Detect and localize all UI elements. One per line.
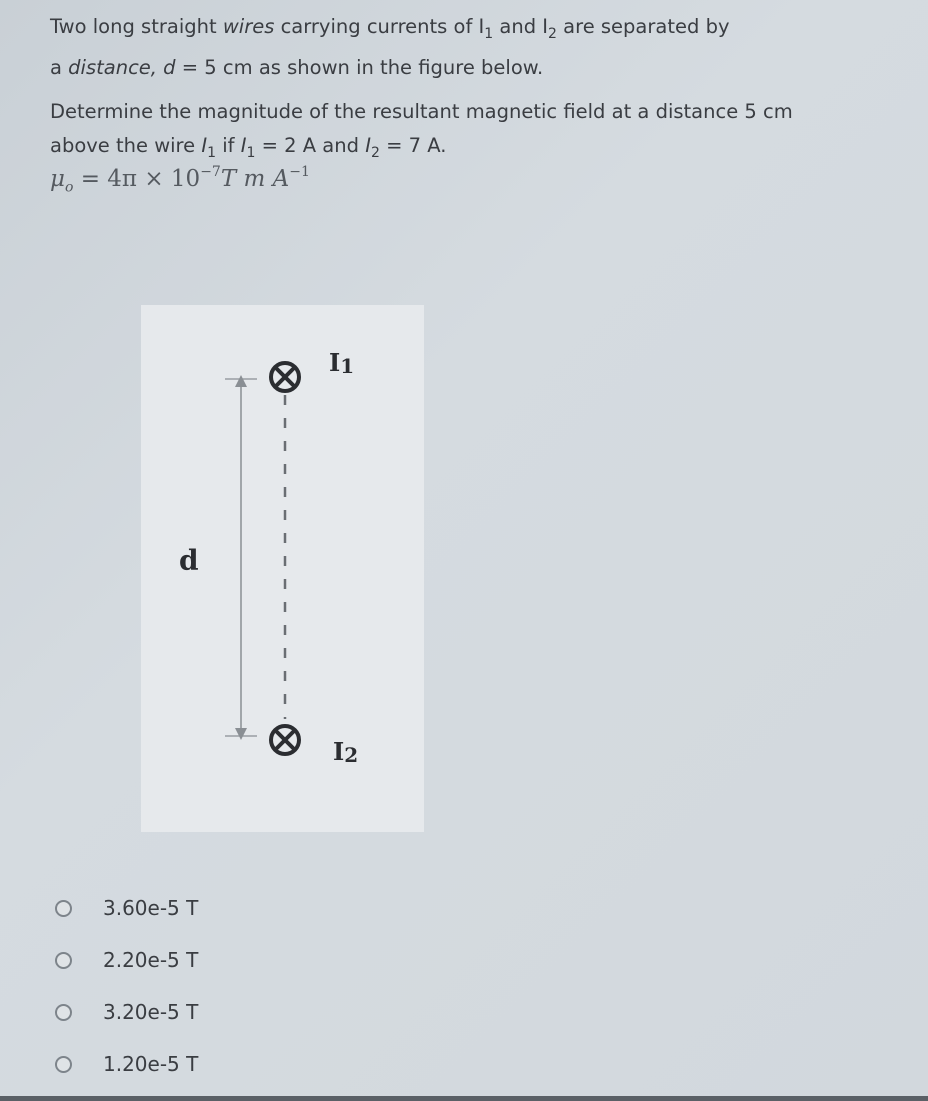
text-run: Determine the magnitude of the resultant magnetic field at a distance 5 cm bbox=[50, 99, 793, 123]
wires-diagram bbox=[141, 305, 424, 832]
text-run: = 7 A. bbox=[379, 133, 447, 157]
text-run: if bbox=[216, 133, 241, 157]
answer-option-label: 3.20e-5 T bbox=[103, 1000, 199, 1024]
answer-option[interactable] bbox=[55, 882, 198, 934]
text-run: I bbox=[365, 133, 371, 157]
current-label-i1: I1 bbox=[329, 348, 355, 378]
text-run: 1 bbox=[207, 144, 217, 161]
distance-label: d bbox=[179, 544, 199, 577]
question-paragraph-1 bbox=[50, 10, 910, 85]
answer-option-label: 3.60e-5 T bbox=[103, 896, 199, 920]
text-run: = 5 cm as shown in the figure below. bbox=[175, 55, 544, 79]
radio-button[interactable] bbox=[55, 1004, 72, 1021]
bottom-edge bbox=[0, 1096, 928, 1101]
text-run: 2 bbox=[548, 25, 557, 42]
text-run: distance, d bbox=[68, 55, 176, 79]
text-run: = 2 A and bbox=[255, 133, 366, 157]
text-run: 1 bbox=[484, 25, 494, 42]
radio-button[interactable] bbox=[55, 952, 72, 969]
text-run: Two long straight bbox=[50, 15, 223, 38]
permeability-formula: $\mu_o = 4\pi \times 10^{-7}T$ m $A^{-1}$ bbox=[50, 164, 310, 196]
question-line-1 bbox=[50, 15, 730, 42]
into-page-cross-icon bbox=[271, 363, 299, 391]
text-run: I bbox=[201, 133, 208, 157]
question-text bbox=[50, 10, 910, 170]
text-run: 1 bbox=[246, 144, 256, 161]
radio-button[interactable] bbox=[55, 900, 72, 917]
text-run: are separated by bbox=[556, 15, 730, 38]
question-paragraph-2 bbox=[50, 95, 910, 170]
text-run: a bbox=[50, 55, 69, 79]
distance-arrow-head-up bbox=[235, 375, 247, 387]
text-run: and I bbox=[493, 15, 549, 38]
text-run: 2 bbox=[370, 144, 380, 161]
wires-figure bbox=[141, 305, 424, 832]
answer-option-label: 1.20e-5 T bbox=[103, 1052, 199, 1076]
question-line-4 bbox=[50, 133, 447, 161]
question-line-3 bbox=[50, 100, 793, 123]
text-run: carrying currents of I bbox=[274, 15, 485, 38]
answer-option[interactable] bbox=[55, 1038, 198, 1090]
text-run: I bbox=[240, 133, 247, 157]
distance-arrow-head-down bbox=[235, 728, 247, 740]
into-page-cross-icon bbox=[271, 726, 299, 754]
text-run: above the wire bbox=[50, 133, 202, 157]
answer-options bbox=[55, 882, 198, 1090]
text-run: wires bbox=[222, 15, 275, 38]
question-line-2 bbox=[50, 56, 543, 79]
current-label-i2: I2 bbox=[333, 737, 359, 767]
answer-option-label: 2.20e-5 T bbox=[103, 948, 199, 972]
radio-button[interactable] bbox=[55, 1056, 72, 1073]
answer-option[interactable] bbox=[55, 986, 198, 1038]
answer-option[interactable] bbox=[55, 934, 198, 986]
